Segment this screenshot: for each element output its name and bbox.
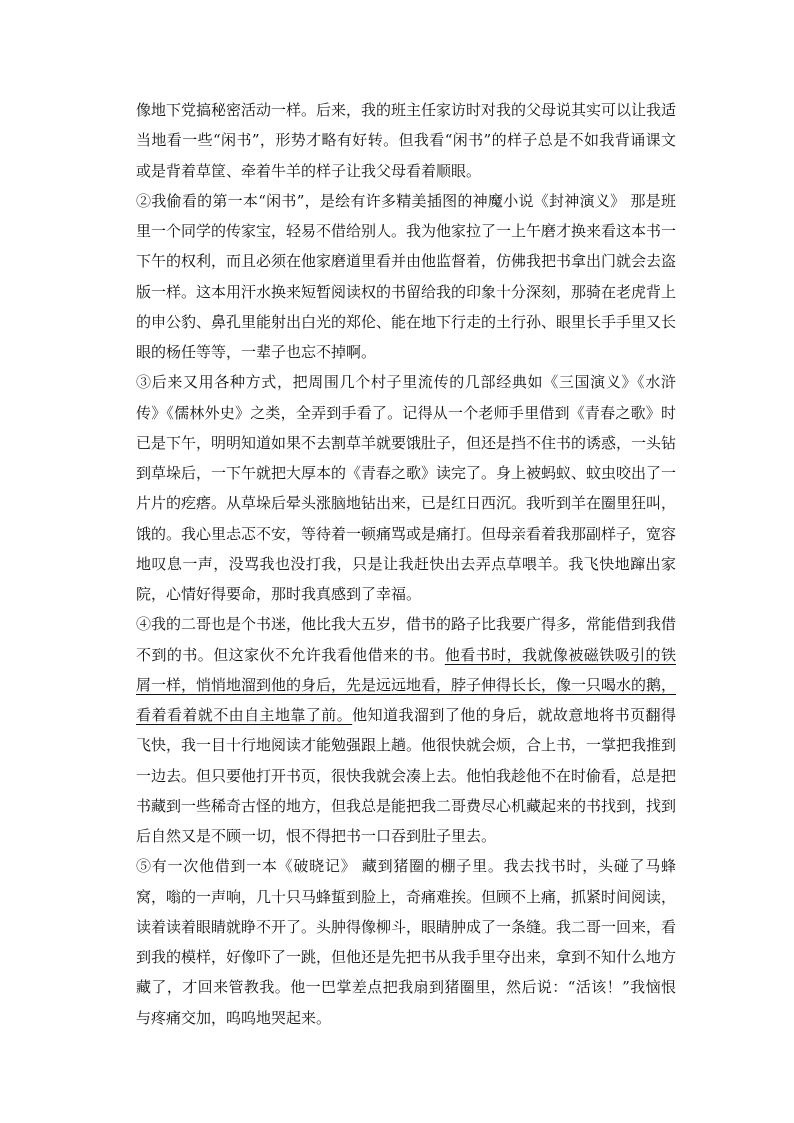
paragraph-4-intro: ④我的二哥也是个书迷，他比我大五岁，借书的路子比我要广得多，常能借到我借不到的书。但这家伙不允许我看他借来的书。 bbox=[136, 615, 677, 664]
paragraph-4 bbox=[136, 609, 676, 851]
paragraph-3: ③后来又用各种方式，把周围几个村子里流传的几部经典如《三国演义》《水浒传》《儒林外史》之类，全弄到手看了。记得从一个老师手里借到《青春之歌》时已是下午，明明知道如果不去割草羊就要饿肚子，但还是挡不住书的诱惑，一头钻到草垛后，一下午就把大厚本的《青春之歌》读完了。身上被蚂蚁、蚊虫咬出了一片片的疙瘩。从草垛后晕头涨脑地钻出来，已是红日西沉。我听到羊在圈里狂叫，饿的。我心里忐忑不安，等待着一顿痛骂或是痛打。但母亲看着我那副样子，宽容地叹息一声，没骂我也没打我，只是让我赶快出去弄点草喂羊。我飞快地蹿出家院，心情好得要命，那时我真感到了幸福。 bbox=[136, 373, 677, 603]
essay-text bbox=[136, 95, 676, 1033]
paragraph-4-rest: 他知道我溜到了他的身后，就故意地将书页翻得飞快，我一目十行地阅读才能勉强跟上趟。他很快就会烦，合上书，一掌把我推到一边去。但只要他打开书页，很快我就会凑上去。他怕我趁他不在时偷看，总是把书藏到一些稀奇古怪的地方，但我总是能把我二哥费尽心机藏起来的书找到，找到后自然又是不顾一切，恨不得把书一口吞到肚子里去。 bbox=[136, 706, 677, 845]
paragraph-continuation: 像地下党搞秘密活动一样。后来，我的班主任家访时对我的父母说其实可以让我适当地看一些“闲书”，形势才略有好转。但我看“闲书”的样子总是不如我背诵课文或是背着草筐、牵着牛羊的样子让我父母看着顺眼。 bbox=[136, 101, 677, 180]
paragraph-2: ②我偷看的第一本“闲书”，是绘有许多精美插图的神魔小说《封神演义》 那是班里一个同学的传家宝，轻易不借给别人。我为他家拉了一上午磨才换来看这本书一下午的权利，而且必须在他家磨道里看并由他监督着，仿佛我把书拿出门就会去盗版一样。这本用汗水换来短暂阅读权的书留给我的印象十分深刻，那骑在老虎背上的申公豹、鼻孔里能射出白光的郑伦、能在地下行走的土行孙、眼里长手手里又长眼的杨任等等，一辈子也忘不掉啊。 bbox=[136, 191, 677, 361]
underlined-sentence: 他看书时，我就像被磁铁吸引的铁屑一样，悄悄地溜到他的身后，先是远远地看，脖子伸得长长，像一只喝水的鹅，看着看着就不由自主地靠了前。 bbox=[136, 645, 677, 724]
paragraph-5: ⑤有一次他借到一本《破晓记》 藏到猪圈的棚子里。我去找书时，头碰了马蜂窝，嗡的一声响，几十只马蜂蜇到脸上，奇痛难挨。但顾不上痛，抓紧时间阅读，读着读着眼睛就睁不开了。头肿得像柳斗，眼睛肿成了一条缝。我二哥一回来，看到我的模样，好像吓了一跳，但他还是先把书从我手里夺出来，拿到不知什么地方藏了，才回来管教我。他一巴掌差点把我扇到猪圈里，然后说：“活该！”我恼恨与疼痛交加，呜呜地哭起来。 bbox=[136, 857, 677, 1027]
